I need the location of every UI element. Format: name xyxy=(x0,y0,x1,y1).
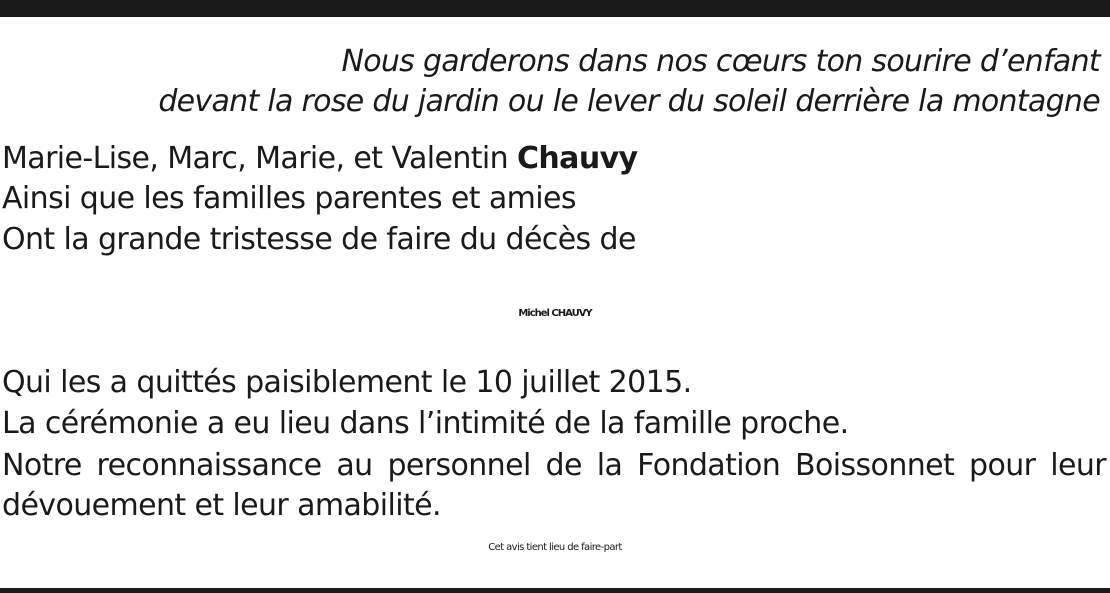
body-line-1: Qui les a quittés paisiblement le 10 juillet 2015. xyxy=(2,365,692,400)
deceased-name: Michel CHAUVY xyxy=(518,308,592,319)
announcers-line-3: Ont la grande tristesse de faire du décès de xyxy=(2,222,636,257)
family-surname: Chauvy xyxy=(517,141,638,176)
epigraph-line-1: Nous garderons dans nos cœurs ton sourire d’enfant xyxy=(341,44,1100,79)
body-line-2: La cérémonie a eu lieu dans l’intimité de la famille proche. xyxy=(2,406,849,441)
announcers-names xyxy=(2,141,638,177)
announcers-line-2: Ainsi que les familles parentes et amies xyxy=(2,181,576,216)
closing-note: Cet avis tient lieu de faire-part xyxy=(488,542,622,553)
bottom-border-rule xyxy=(0,588,1110,593)
body-line-3: Notre reconnaissance au personnel de la Fondation Boissonnet pour leur xyxy=(2,448,1106,483)
body-line-4: dévouement et leur amabilité. xyxy=(2,488,441,523)
epigraph-line-2: devant la rose du jardin ou le lever du soleil derrière la montagne xyxy=(158,84,1100,119)
top-border-rule xyxy=(0,0,1110,17)
announcers-first-names: Marie-Lise, Marc, Marie, et Valentin xyxy=(2,141,517,176)
